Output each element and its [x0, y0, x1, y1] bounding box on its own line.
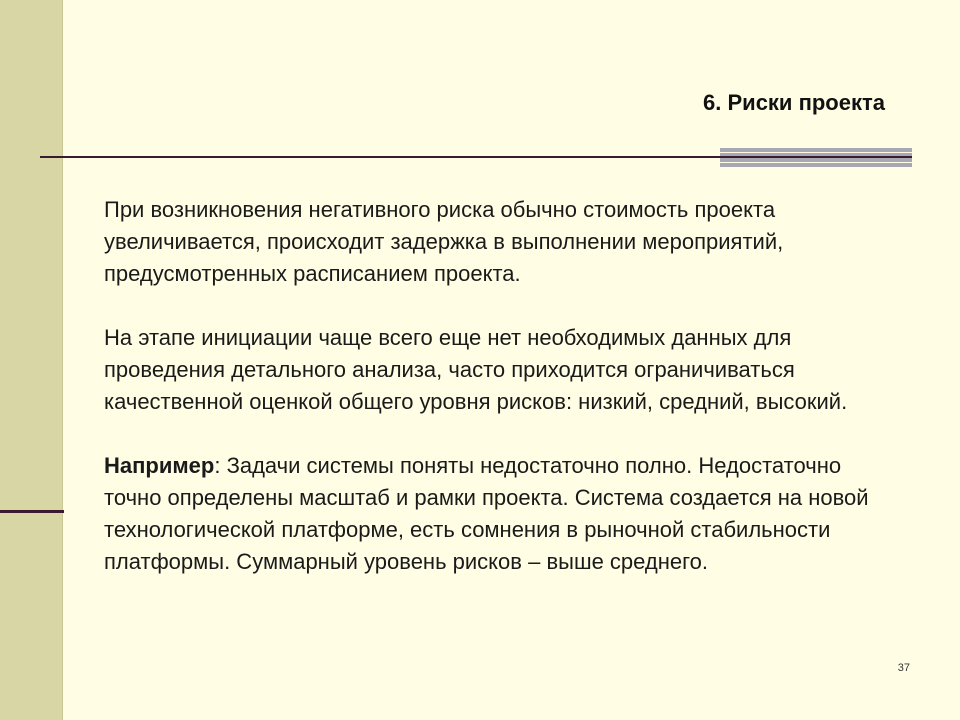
paragraph-example — [104, 450, 904, 578]
slide-body — [104, 194, 904, 578]
title-divider — [40, 156, 912, 158]
slide-title: 6. Риски проекта — [703, 90, 885, 115]
page-number: 37 — [897, 662, 910, 674]
left-bar-divider — [0, 510, 64, 513]
paragraph-cost-impact: При возникновения негативного риска обычно стоимость проекта увеличивается, происходит задержка в выполнении мероприятий, предусмотренных расписанием проекта. — [104, 197, 784, 286]
left-decorative-bar — [0, 0, 63, 720]
example-label: Например — [104, 453, 215, 478]
example-separator: : — [214, 453, 221, 478]
paragraph-initiation-stage: На этапе инициации чаще всего еще нет необходимых данных для проведения детального анализа, часто приходится ограничиваться качественной оценкой общего уровня рисков: низкий, средний, высокий. — [104, 325, 848, 414]
example-text: Задачи системы поняты недостаточно полно. Недостаточно точно определены масштаб и рамки проекта. Система создается на новой технологической платформе, есть сомнения в рыночной стабильности платформы. Суммарный уровень рисков – выше среднего. — [104, 453, 869, 574]
